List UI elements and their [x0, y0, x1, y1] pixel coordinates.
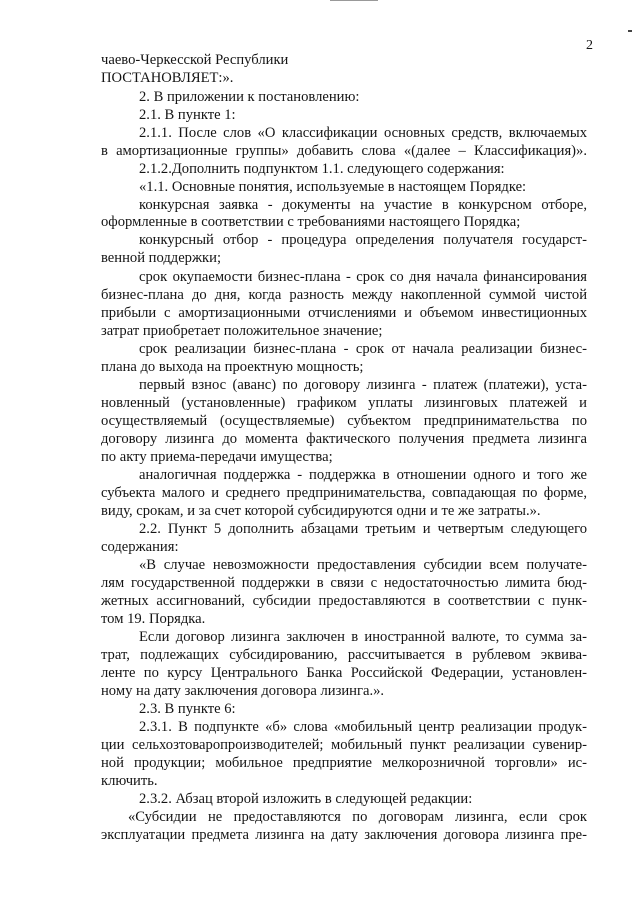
text-line: «В случае невозможности предоставления субсидии всем получате- — [139, 557, 587, 573]
text-line: срок реализации бизнес-плана - срок от начала реализации бизнес- — [139, 341, 587, 357]
text-line: 2.1.1. После слов «О классификации основных средств, включаемых — [139, 125, 587, 141]
text-line: аналогичная поддержка - поддержка в отношении одного и того же — [139, 467, 587, 483]
text-line: «1.1. Основные понятия, используемые в настоящем Порядке: — [139, 179, 527, 195]
text-line: ной продукции; мобильное предприятие мелкорозничной торговли» ис- — [101, 755, 587, 771]
text-line: 2.3. В пункте 6: — [139, 701, 236, 717]
text-line: жетных ассигнований, субсидии предоставляются в соответствии с пунк- — [101, 593, 587, 609]
text-line: конкурсная заявка - документы на участие в конкурсном отборе, — [139, 197, 587, 213]
text-line: новленный (установленные) графиком уплаты лизинговых платежей и — [101, 395, 587, 411]
scan-mark — [628, 30, 632, 32]
text-line: трат, подлежащих субсидированию, рассчитывается в рублевом эквива- — [101, 647, 587, 663]
text-line: затрат приобретает положительное значение; — [101, 323, 383, 339]
text-line: плана до выхода на проектную мощность; — [101, 359, 364, 375]
text-line: по акту приема-передачи имущества; — [101, 449, 333, 465]
text-line: ПОСТАНОВЛЯЕТ:». — [101, 70, 234, 86]
text-line: ному на дату заключения договора лизинга.». — [101, 683, 385, 699]
text-line: осуществляемый (осуществляемые) субъектом предпринимательства по — [101, 413, 587, 429]
text-line: том 19. Порядка. — [101, 611, 206, 627]
text-line: договору лизинга до момента фактического получения предмета лизинга — [101, 431, 587, 447]
text-line: 2.1. В пункте 1: — [139, 107, 236, 123]
text-line: содержания: — [101, 539, 179, 555]
text-line: 2.3.2. Абзац второй изложить в следующей редакции: — [139, 791, 473, 807]
text-line: оформленные в соответствии с требованиями настоящего Порядка; — [101, 214, 521, 230]
scan-mark-top — [330, 0, 378, 1]
text-line: в амортизационные группы» добавить слова «(далее – Классификация)». — [101, 143, 587, 159]
text-line: субъекта малого и среднего предпринимательства, совпадающая по форме, — [101, 485, 587, 501]
text-line: первый взнос (аванс) по договору лизинга - платеж (платежи), уста- — [139, 377, 587, 393]
text-line: бизнес-плана до дня, когда разность между накопленной суммой чистой — [101, 287, 587, 303]
text-line: срок окупаемости бизнес-плана - срок со дня начала финансирования — [139, 269, 587, 285]
text-line: ленте по курсу Центрального Банка Российской Федерации, установлен- — [101, 665, 587, 681]
text-line: прибыли с амортизационными отчислениями и объемом инвестиционных — [101, 305, 587, 321]
text-line: ции сельхозтоваропроизводителей; мобильный пункт реализации сувенир- — [101, 737, 587, 753]
page-number: 2 — [586, 38, 593, 53]
text-line: 2.1.2.Дополнить подпунктом 1.1. следующего содержания: — [139, 161, 505, 177]
text-line: 2. В приложении к постановлению: — [139, 89, 360, 105]
text-line: чаево-Черкесской Республики — [101, 52, 289, 68]
text-line: лям государственной поддержки в связи с недостаточностью лимита бюд- — [101, 575, 587, 591]
text-line: «Субсидии не предоставляются по договорам лизинга, если срок — [128, 809, 587, 825]
text-line: 2.3.1. В подпункте «б» слова «мобильный центр реализации продук- — [139, 719, 587, 735]
text-line: Если договор лизинга заключен в иностранной валюте, то сумма за- — [139, 629, 587, 645]
text-line: венной поддержки; — [101, 250, 222, 266]
text-line: виду, срокам, и за счет которой субсидируются одни и те же затраты.». — [101, 503, 541, 519]
text-line: 2.2. Пункт 5 дополнить абзацами третьим и четвертым следующего — [139, 521, 587, 537]
text-line: эксплуатации предмета лизинга на дату заключения договора лизинга пре- — [101, 827, 587, 843]
text-line: ключить. — [101, 773, 158, 789]
text-line: конкурсный отбор - процедура определения получателя государст- — [139, 232, 587, 248]
